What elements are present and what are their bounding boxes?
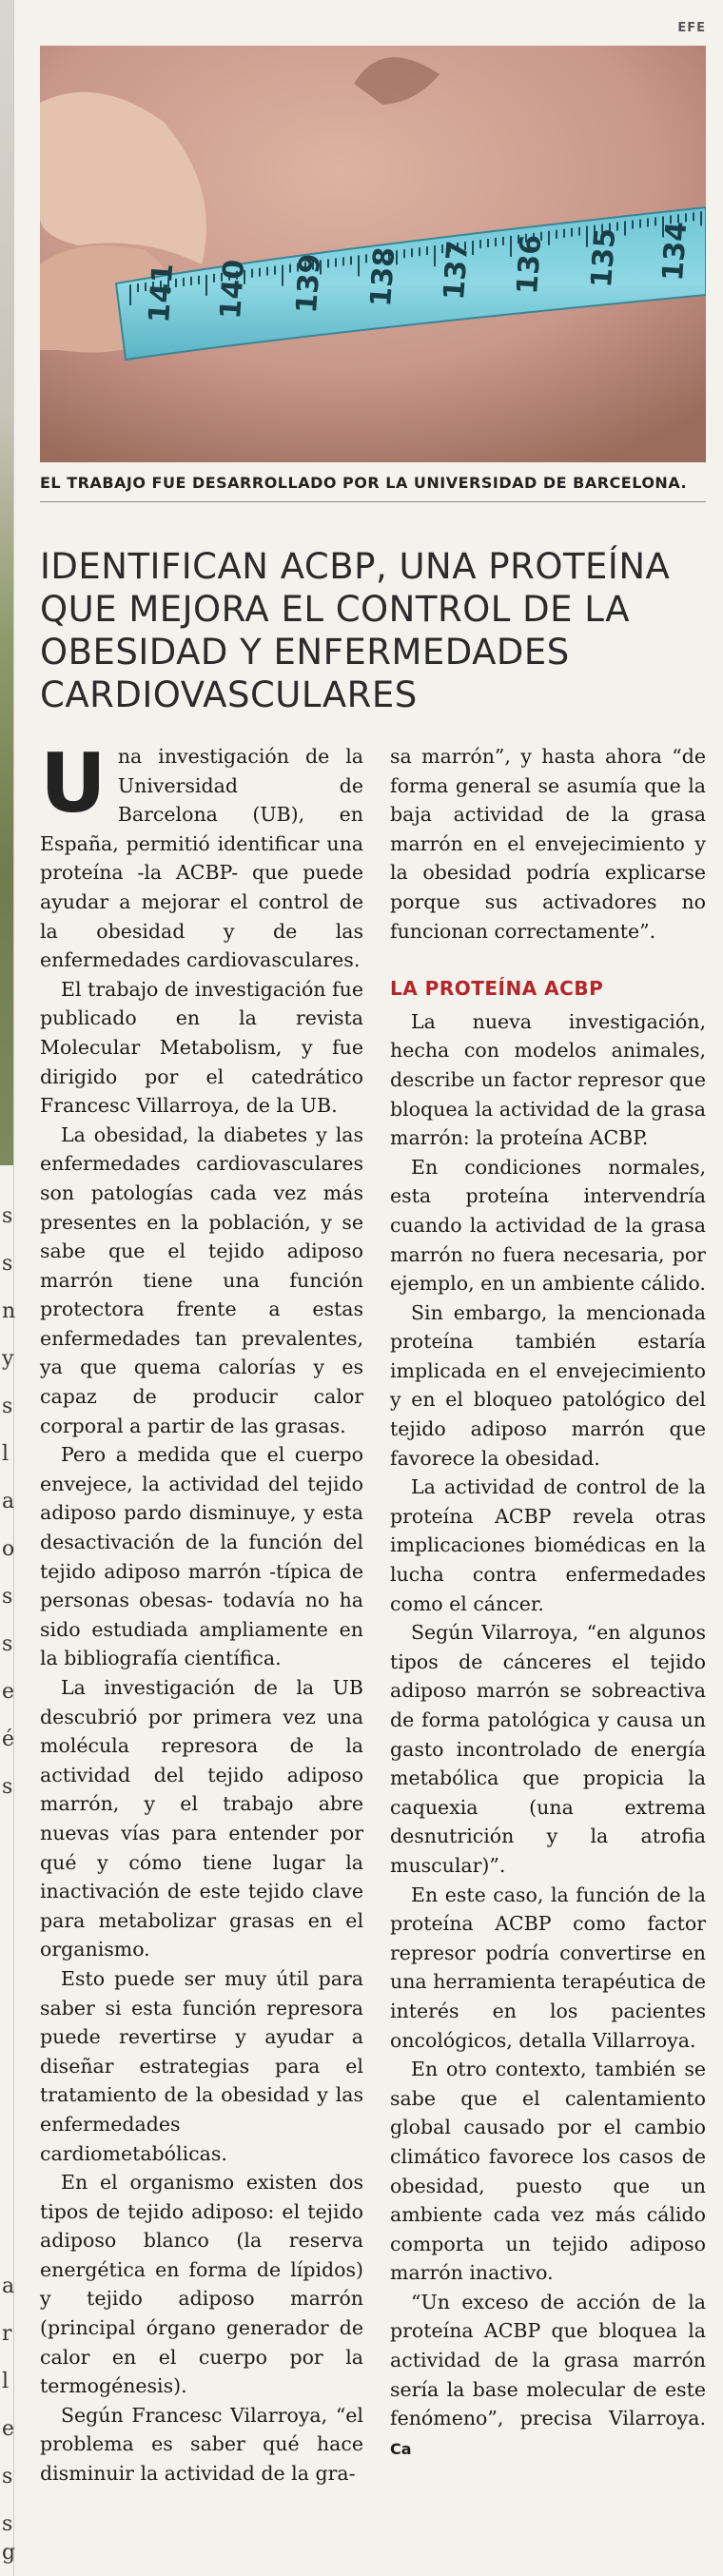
tape-number: 140 xyxy=(214,258,252,321)
adjacent-text-fragment: é xyxy=(2,1727,15,1751)
adjacent-text-fragment: a xyxy=(2,2274,15,2298)
end-mark: Ca xyxy=(390,2439,412,2458)
tape-number: 136 xyxy=(511,233,549,296)
body-paragraph: Según Francesc Vilarroya, “el problema es saber qué hace disminuir la actividad de la gra- xyxy=(40,2403,363,2486)
article-photo xyxy=(40,46,706,462)
caption-divider xyxy=(40,501,706,502)
photo-illustration xyxy=(40,46,706,462)
adjacent-text-fragment: y xyxy=(2,1347,14,1371)
closing-text: “Un exceso de acción de la proteína ACBP que bloquea la actividad de la grasa marrón sería la base molecular de este fenómeno”, precisa Vilarroya. xyxy=(390,2290,706,2430)
adjacent-column-strip xyxy=(0,0,14,2576)
body-paragraph: El trabajo de investigación fue publicado en la revista Molecular Metabolism, y fue dirigido por el catedrático Francesc Villarroya, de la UB. xyxy=(40,977,363,1118)
lead-text: na investigación de la Universidad de Barcelona (UB), en España, permitió identificar una proteína -la ACBP- que puede ayudar a mejorar el control de la obesidad y de las enfermedades cardiovasculares. xyxy=(40,745,363,972)
continued-paragraph: sa marrón”, y hasta ahora “de forma general se asumía que la baja actividad de la grasa marrón en el envejecimiento y la obesidad podría explicarse porque sus activadores no funcionan correctamente”. xyxy=(390,745,706,943)
adjacent-photo-edge xyxy=(0,0,13,1165)
adjacent-text-fragment: r xyxy=(2,2322,12,2346)
tape-number: 134 xyxy=(656,220,694,283)
body-paragraph: La investigación de la UB descubrió por primera vez una molécula represora de la actividad del tejido adiposo marrón, y el trabajo abre nuevas vías para entender por qué y cómo tiene lugar la inactivación de este tejido clave para metabolizar grasas en el organismo. xyxy=(40,1676,363,1961)
body-paragraph: La nueva investigación, hecha con modelos animales, describe un factor represor que bloquea la actividad de la grasa marrón: la proteína ACBP. xyxy=(390,1009,706,1150)
adjacent-text-fragment: s xyxy=(2,1775,13,1799)
tape-number: 141 xyxy=(143,262,181,324)
tape-number: 137 xyxy=(438,239,476,302)
photo-caption: EL TRABAJO FUE DESARROLLADO POR LA UNIVERSIDAD DE BARCELONA. xyxy=(40,474,688,492)
adjacent-text-fragment: s xyxy=(2,1585,13,1609)
body-paragraph: Según Vilarroya, “en algunos tipos de cánceres el tejido adiposo marrón se sobreactiva de forma patológica y causa un gasto incontrolado de energía metabólica que propicia la caquexia (una extrema desnutrición y la atrofia muscular)”. xyxy=(390,1621,706,1877)
body-paragraph: En este caso, la función de la proteína ACBP como factor represor podría convertirse en una herramienta terapéutica de interés en los pacientes oncológicos, detalla Villarroya. xyxy=(390,1883,706,2052)
adjacent-text-fragment: s xyxy=(2,1252,13,1276)
tape-number: 138 xyxy=(364,245,402,308)
adjacent-text-fragment: s xyxy=(2,2512,13,2536)
adjacent-text-fragment: s xyxy=(2,1395,13,1418)
adjacent-text-fragment: s xyxy=(2,2465,13,2488)
drop-cap: U xyxy=(40,736,107,831)
headline: IDENTIFICAN ACBP, UNA PROTEÍNA QUE MEJORA EL CONTROL DE LA OBESIDAD Y ENFERMEDADES CARDIOVASCULARES xyxy=(40,545,671,715)
body-paragraph: Esto puede ser muy útil para saber si esta función represora puede revertirse y ayudar a diseñar estrategias para el tratamiento de la obesidad y las enfermedades cardiometabólicas. xyxy=(40,1966,363,2165)
body-paragraph: La obesidad, la diabetes y las enfermedades cardiovasculares son patologías cada vez más presentes en la población, y se sabe que el tejido adiposo marrón tiene una función protectora frente a estas enfermedades tan prevalentes, ya que quema calorías y es capaz de producir calor corporal a partir de las grasas. xyxy=(40,1122,363,1437)
body-paragraph: En condiciones normales, esta proteína intervendría cuando la actividad de la grasa marrón no fuera necesaria, por ejemplo, en un ambiente cálido. xyxy=(390,1155,706,1296)
adjacent-text-fragment: l xyxy=(2,1442,10,1466)
section-subhead: LA PROTEÍNA ACBP xyxy=(390,977,604,1001)
article-column-1 xyxy=(40,736,363,2488)
body-paragraph: En otro contexto, también se sabe que el calentamiento global causado por el cambio climático favorece los casos de obesidad, puesto que un ambiente cada vez más cálido comporta un tejido adiposo marrón inactivo. xyxy=(390,2058,706,2285)
adjacent-text-fragment: n xyxy=(2,1299,16,1323)
adjacent-text-fragment: a xyxy=(2,1490,15,1513)
article-column-2 xyxy=(390,742,706,2464)
adjacent-text-fragment: l xyxy=(2,2370,10,2393)
adjacent-text-fragment: s xyxy=(2,1204,13,1228)
body-paragraph: Sin embargo, la mencionada proteína también estaría implicada en el envejecimiento y en el bloqueo patológico del tejido adiposo marrón que favorece la obesidad. xyxy=(390,1300,706,1470)
lead-paragraph xyxy=(40,736,363,975)
closing-paragraph xyxy=(390,2288,706,2465)
tape-number: 139 xyxy=(290,252,328,315)
body-paragraph: En el organismo existen dos tipos de tejido adiposo: el tejido adiposo blanco (la reserva energética en forma de lípidos) y tejido adiposo marrón (principal órgano generador de calor en el cuerpo por la termogénesis). xyxy=(40,2171,363,2398)
tape-number: 135 xyxy=(585,226,623,289)
adjacent-text-fragment: e xyxy=(2,1680,15,1704)
adjacent-text-fragment: o xyxy=(2,1537,15,1561)
body-paragraph: La actividad de control de la proteína ACBP revela otras implicaciones biomédicas en la lucha contra enfermedades como el cáncer. xyxy=(390,1475,706,1615)
adjacent-text-fragment: s xyxy=(2,1632,13,1656)
adjacent-text-fragment: g xyxy=(2,2541,16,2565)
photo-credit: EFE xyxy=(677,21,706,35)
body-paragraph: Pero a medida que el cuerpo envejece, la actividad del tejido adiposo pardo disminuye, y esta desactivación de la función del tejido adiposo marrón -típica de personas obesas- todavía no ha sido estudiada ampliamente en la bibliografía científica. xyxy=(40,1443,363,1670)
adjacent-text-fragment: e xyxy=(2,2417,15,2441)
